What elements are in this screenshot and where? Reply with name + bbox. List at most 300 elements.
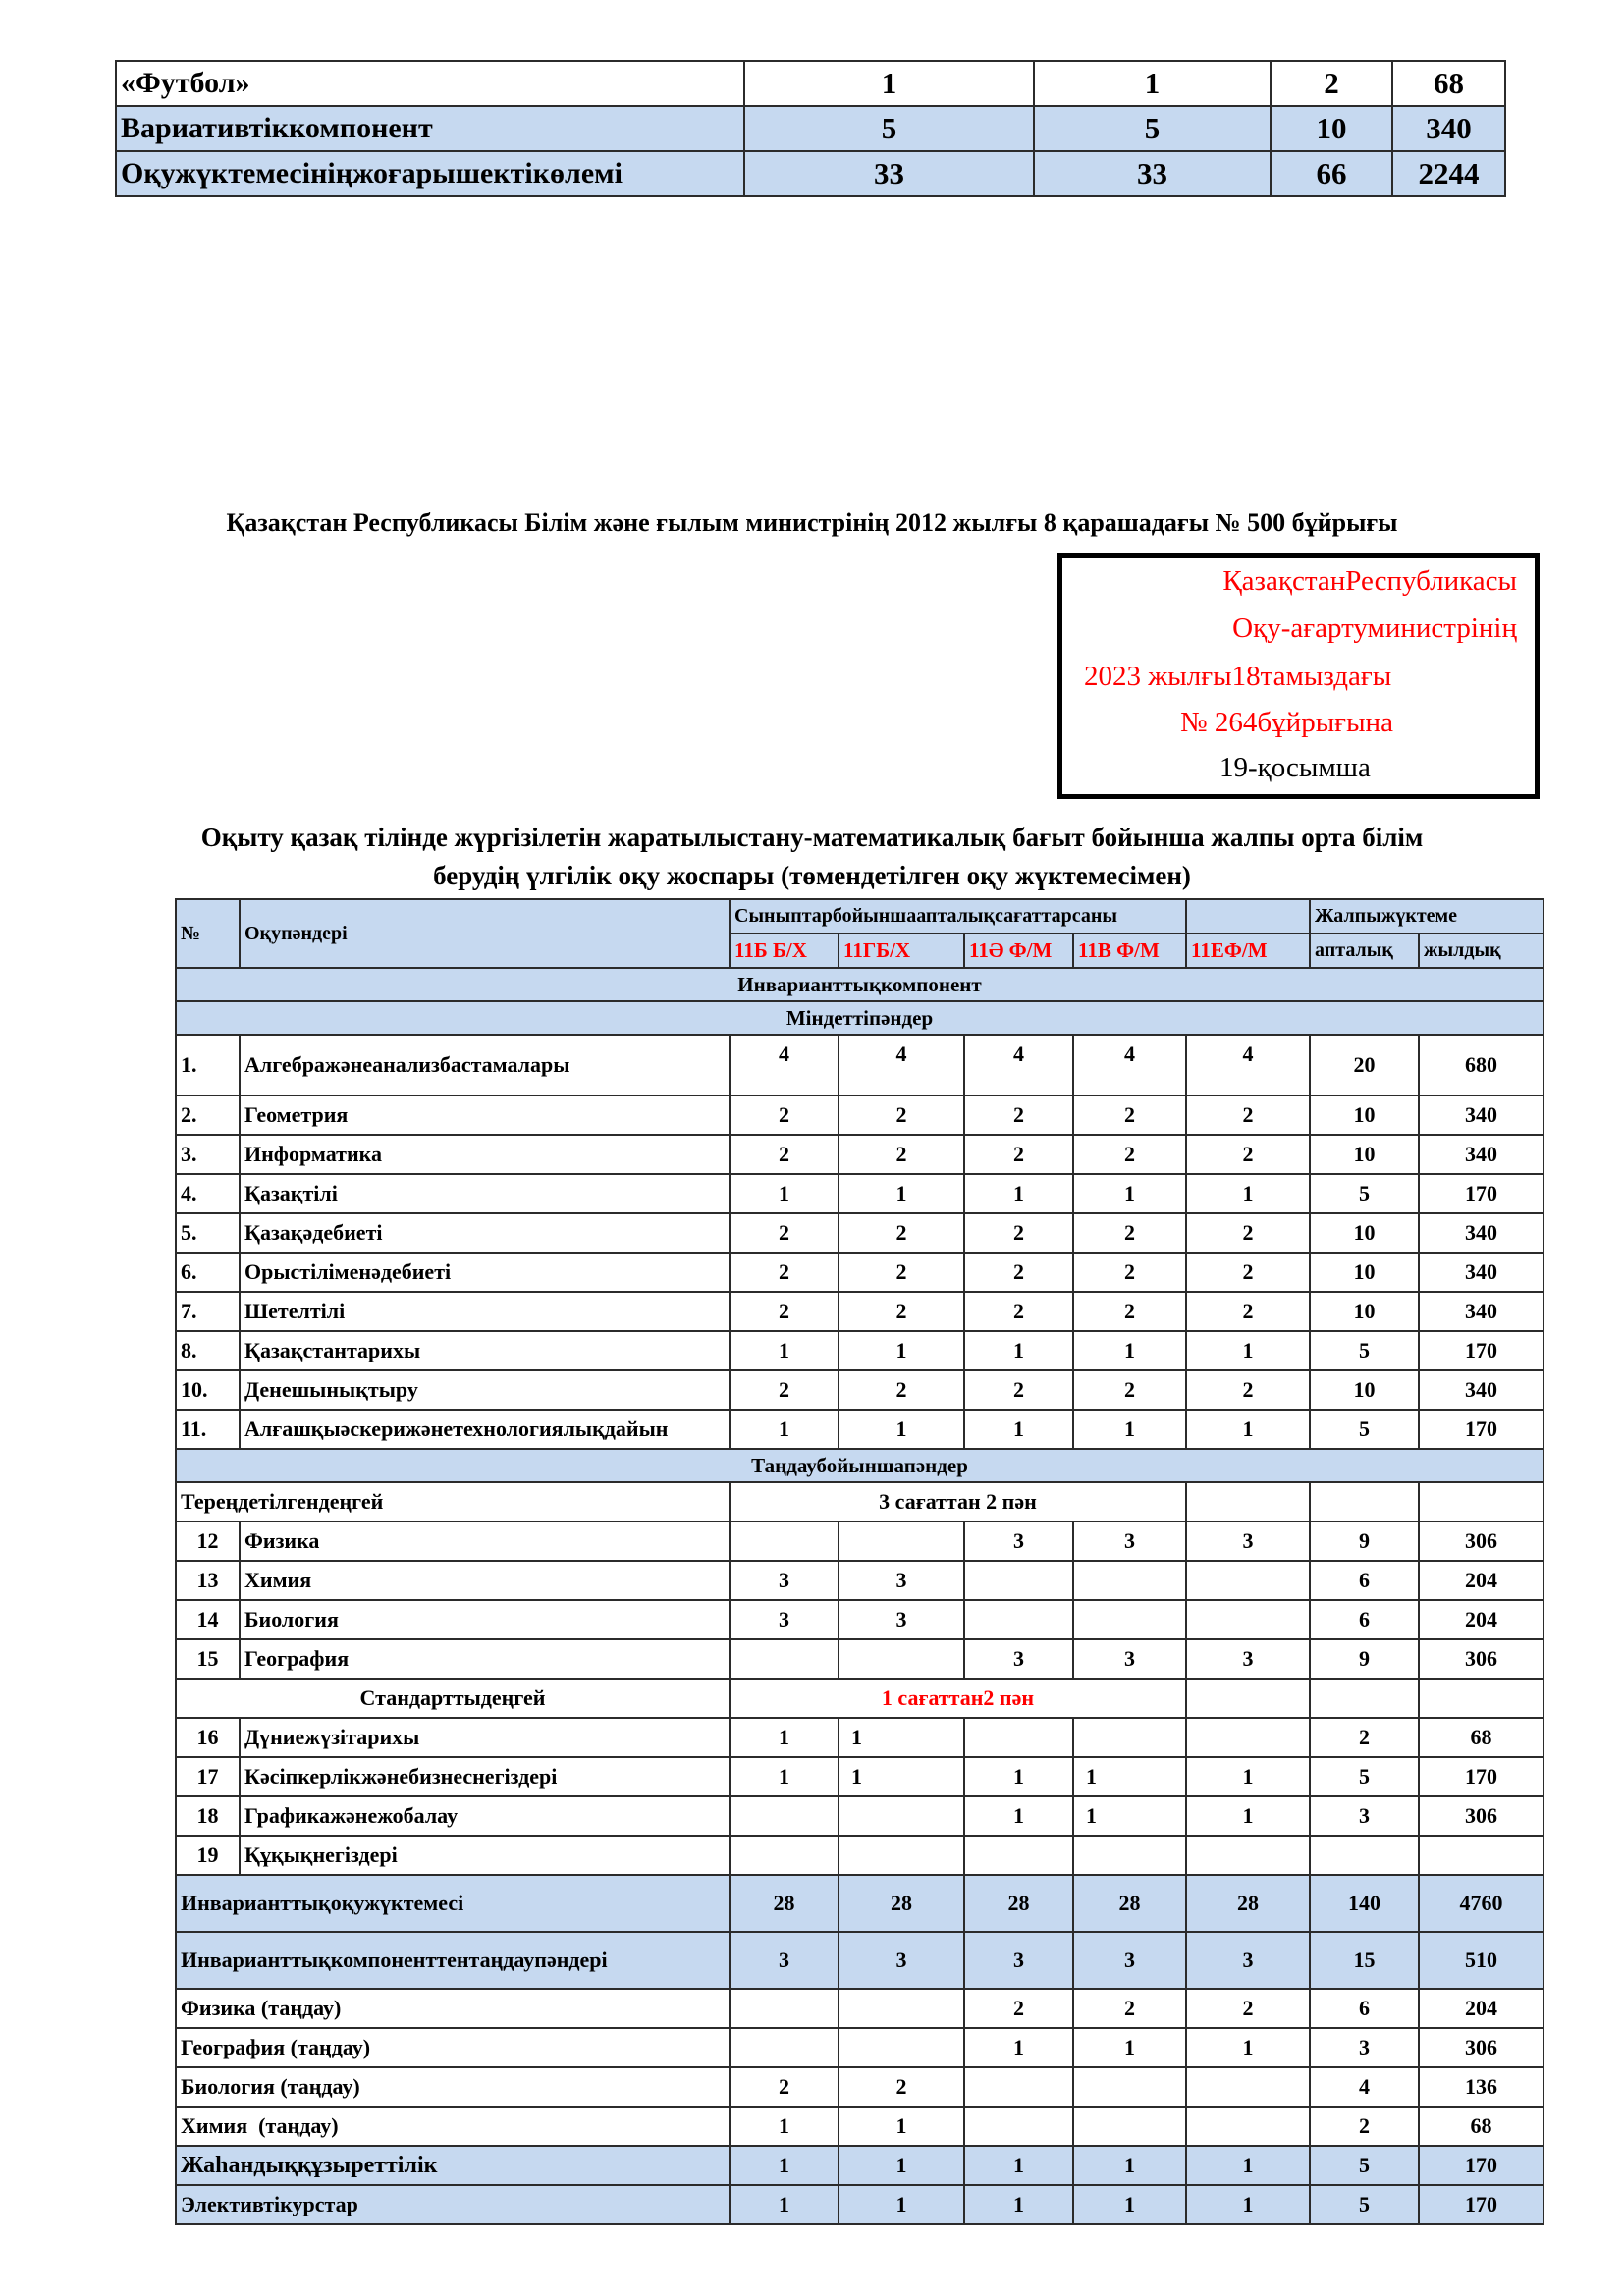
row-num: 16: [176, 1718, 240, 1757]
column-header-subjects: Оқупәндері: [240, 899, 730, 968]
cell: 1: [839, 1174, 964, 1213]
weekly-cell: [1310, 1836, 1419, 1875]
subject-name: Шетелтілі: [240, 1292, 730, 1331]
yearly-cell: 4760: [1419, 1875, 1543, 1932]
cell: [1073, 1836, 1186, 1875]
cell: 28: [730, 1875, 839, 1932]
header-row: [176, 899, 1543, 934]
footer-row: [176, 2185, 1543, 2224]
cell: [1186, 2067, 1310, 2107]
row-num: 8.: [176, 1331, 240, 1370]
cell: 1: [964, 1174, 1073, 1213]
cell: 1: [730, 1331, 839, 1370]
yearly-cell: 170: [1419, 2185, 1543, 2224]
cell: 4: [1186, 1035, 1310, 1095]
footer-label: Жаһандыққұзыреттілік: [176, 2146, 730, 2185]
cell: 1: [730, 2107, 839, 2146]
cell: 2: [1186, 1292, 1310, 1331]
cell: 1: [1073, 2028, 1186, 2067]
subject-name: Графикажәнежобалау: [240, 1796, 730, 1836]
cell: [1073, 2107, 1186, 2146]
curriculum-table: [175, 898, 1544, 2225]
cell: 3: [839, 1600, 964, 1639]
cell: 1: [839, 2185, 964, 2224]
row-num: 7.: [176, 1292, 240, 1331]
cell: 1: [1034, 61, 1271, 106]
cell: 1: [1073, 1757, 1186, 1796]
cell: 2: [1186, 1213, 1310, 1253]
weekly-cell: 5: [1310, 1410, 1419, 1449]
cell: [839, 2028, 964, 2067]
cell: 2244: [1392, 151, 1505, 196]
table-row: [176, 1718, 1543, 1757]
weekly-cell: 10: [1310, 1253, 1419, 1292]
cell: 4: [839, 1035, 964, 1095]
yearly-cell: [1419, 1836, 1543, 1875]
cell: [1073, 1600, 1186, 1639]
annotation-line-1: ҚазақстанРеспубликасы: [1222, 565, 1517, 597]
cell: [839, 1796, 964, 1836]
cell: [964, 1561, 1073, 1600]
choice-label: География (таңдау): [176, 2028, 730, 2067]
weekly-cell: 5: [1310, 2185, 1419, 2224]
cell: 1: [1186, 1757, 1310, 1796]
annotation-line-4: № 264бұйрығына: [1180, 707, 1393, 738]
cell: [839, 1836, 964, 1875]
row-num: 1.: [176, 1035, 240, 1095]
cell: 2: [1073, 1135, 1186, 1174]
subject-name: Алғашқыәскерижәнетехнологиялықдайын: [240, 1410, 730, 1449]
cell: 1: [839, 1757, 964, 1796]
cell: 1: [964, 2028, 1073, 2067]
weekly-cell: 5: [1310, 1757, 1419, 1796]
table-row: [176, 1035, 1543, 1095]
cell: 66: [1271, 151, 1392, 196]
subject-name: Дүниежүзітарихы: [240, 1718, 730, 1757]
annotation-line-3: 2023 жылғы18тамыздағы: [1084, 661, 1392, 692]
cell: 3: [730, 1600, 839, 1639]
cell: 2: [964, 1095, 1073, 1135]
yearly-cell: 340: [1419, 1135, 1543, 1174]
yearly-cell: 306: [1419, 1796, 1543, 1836]
cell: 1: [730, 2185, 839, 2224]
table-row: [116, 151, 1505, 196]
standard-level-label: Стандарттыдеңгей: [176, 1679, 730, 1718]
subject-name: Денешынықтыру: [240, 1370, 730, 1410]
weekly-cell: 6: [1310, 1989, 1419, 2028]
cell: 1: [839, 1410, 964, 1449]
total-label: Инварианттықоқужүктемесі: [176, 1875, 730, 1932]
yearly-cell: 170: [1419, 1331, 1543, 1370]
weekly-cell: 2: [1310, 2107, 1419, 2146]
cell: 3: [964, 1932, 1073, 1989]
cell: 3: [1073, 1522, 1186, 1561]
cell: 28: [1186, 1875, 1310, 1932]
total-row: [176, 1932, 1543, 1989]
class-header: 11ЕФ/М: [1186, 934, 1310, 968]
cell: 3: [964, 1522, 1073, 1561]
yearly-cell: 68: [1419, 1718, 1543, 1757]
subject-name: Алгебражәнеанализбастамалары: [240, 1035, 730, 1095]
cell: [1073, 1561, 1186, 1600]
cell: [1073, 2067, 1186, 2107]
cell: 33: [744, 151, 1034, 196]
cell: 4: [964, 1035, 1073, 1095]
row-num: 3.: [176, 1135, 240, 1174]
choice-label: Физика (таңдау): [176, 1989, 730, 2028]
cell: 28: [839, 1875, 964, 1932]
cell: [1419, 1482, 1543, 1522]
cell: [1310, 1482, 1419, 1522]
table-row: [176, 1522, 1543, 1561]
page-title-line-2: берудің үлгілік оқу жоспары (төмендетілген оқу жүктемесімен): [433, 861, 1191, 890]
total-label: Инварианттықкомпоненттентаңдаупәндері: [176, 1932, 730, 1989]
cell: 2: [839, 2067, 964, 2107]
cell: 1: [1073, 1410, 1186, 1449]
weekly-cell: 6: [1310, 1600, 1419, 1639]
cell: [1186, 1482, 1310, 1522]
cell: 1: [1073, 2146, 1186, 2185]
advanced-level-label: Тереңдетілгендеңгей: [176, 1482, 730, 1522]
row-label: Оқужүктемесініңжоғарышектікөлемі: [116, 151, 744, 196]
table-row: [176, 1095, 1543, 1135]
weekly-cell: 5: [1310, 1174, 1419, 1213]
cell: [964, 1600, 1073, 1639]
cell: 2: [1073, 1292, 1186, 1331]
cell: 1: [730, 2146, 839, 2185]
cell: [730, 1836, 839, 1875]
row-num: 10.: [176, 1370, 240, 1410]
cell: 1: [1186, 2146, 1310, 2185]
yearly-cell: 170: [1419, 1410, 1543, 1449]
cell: 1: [1073, 1331, 1186, 1370]
table-row: [116, 61, 1505, 106]
yearly-cell: 340: [1419, 1253, 1543, 1292]
table-row: [176, 1757, 1543, 1796]
weekly-cell: 5: [1310, 1331, 1419, 1370]
weekly-cell: 15: [1310, 1932, 1419, 1989]
section-invariant: Инварианттықкомпонент: [176, 968, 1543, 1001]
column-header-num: №: [176, 899, 240, 968]
row-num: 14: [176, 1600, 240, 1639]
cell: 2: [839, 1370, 964, 1410]
cell: 340: [1392, 106, 1505, 151]
yearly-cell: 510: [1419, 1932, 1543, 1989]
yearly-cell: 306: [1419, 1639, 1543, 1679]
yearly-cell: 340: [1419, 1370, 1543, 1410]
page-title-line-1: Оқыту қазақ тілінде жүргізілетін жаратылыстану-математикалық бағыт бойынша жалпы орта білім: [200, 823, 1424, 852]
cell: [964, 1836, 1073, 1875]
cell: 1: [1186, 1174, 1310, 1213]
section-row: [176, 968, 1543, 1001]
subject-name: Құқықнегіздері: [240, 1836, 730, 1875]
cell: 10: [1271, 106, 1392, 151]
footer-row: [176, 2146, 1543, 2185]
weekly-cell: 10: [1310, 1213, 1419, 1253]
weekly-cell: 9: [1310, 1639, 1419, 1679]
section-elective: Таңдаубойыншапәндер: [176, 1449, 1543, 1482]
row-num: 19: [176, 1836, 240, 1875]
weekly-cell: 10: [1310, 1370, 1419, 1410]
cell: [1419, 1679, 1543, 1718]
yearly-cell: 136: [1419, 2067, 1543, 2107]
cell: [1186, 2107, 1310, 2146]
table-row: [176, 1836, 1543, 1875]
cell: 2: [964, 1292, 1073, 1331]
cell: 2: [839, 1135, 964, 1174]
cell: 1: [839, 2107, 964, 2146]
cell: 2: [1073, 1213, 1186, 1253]
cell: 2: [730, 1135, 839, 1174]
row-num: 12: [176, 1522, 240, 1561]
level-row: [176, 1679, 1543, 1718]
cell: 1: [839, 2146, 964, 2185]
row-num: 13: [176, 1561, 240, 1600]
cell: [1186, 1836, 1310, 1875]
table-row: [176, 2067, 1543, 2107]
cell: 3: [730, 1932, 839, 1989]
yearly-cell: 306: [1419, 1522, 1543, 1561]
cell: 1: [744, 61, 1034, 106]
cell: 3: [1186, 1932, 1310, 1989]
cell: 3: [1073, 1932, 1186, 1989]
cell: 1: [964, 2185, 1073, 2224]
class-header: 11В Ф/М: [1073, 934, 1186, 968]
cell: 1: [839, 1718, 964, 1757]
subject-name: Кәсіпкерлікжәнебизнеснегіздері: [240, 1757, 730, 1796]
cell: [964, 2067, 1073, 2107]
cell: 2: [1186, 1370, 1310, 1410]
cell: 28: [1073, 1875, 1186, 1932]
level-row: [176, 1482, 1543, 1522]
cell: [839, 1522, 964, 1561]
yearly-cell: 204: [1419, 1561, 1543, 1600]
cell: 2: [730, 1253, 839, 1292]
choice-label: Биология (таңдау): [176, 2067, 730, 2107]
cell: 2: [839, 1292, 964, 1331]
yearly-cell: 204: [1419, 1989, 1543, 2028]
cell: 68: [1392, 61, 1505, 106]
yearly-cell: 340: [1419, 1095, 1543, 1135]
subject-name: Қазақәдебиеті: [240, 1213, 730, 1253]
weekly-cell: 6: [1310, 1561, 1419, 1600]
cell: 1: [1073, 1174, 1186, 1213]
cell: 1: [1186, 2028, 1310, 2067]
cell: 2: [730, 1213, 839, 1253]
table-row: [176, 1292, 1543, 1331]
cell: 1: [1186, 2185, 1310, 2224]
yearly-cell: 306: [1419, 2028, 1543, 2067]
table-row: [176, 1331, 1543, 1370]
section-row: [176, 1001, 1543, 1035]
cell: 2: [964, 1370, 1073, 1410]
cell: 3: [839, 1561, 964, 1600]
subject-name: География: [240, 1639, 730, 1679]
standard-level-note: 1 сағаттан2 пән: [730, 1679, 1186, 1718]
cell: 2: [1186, 1253, 1310, 1292]
cell: 1: [1186, 1331, 1310, 1370]
cell: 1: [1073, 2185, 1186, 2224]
section-row: [176, 1449, 1543, 1482]
row-num: 5.: [176, 1213, 240, 1253]
cell: 1: [1186, 1796, 1310, 1836]
table-row: [176, 1135, 1543, 1174]
weekly-cell: 10: [1310, 1135, 1419, 1174]
weekly-cell: 10: [1310, 1292, 1419, 1331]
subject-name: Геометрия: [240, 1095, 730, 1135]
cell: 1: [730, 1174, 839, 1213]
cell: [730, 2028, 839, 2067]
cell: 2: [964, 1213, 1073, 1253]
subject-name: Орыстіліменәдебиеті: [240, 1253, 730, 1292]
weekly-cell: 20: [1310, 1035, 1419, 1095]
order-title: Қазақстан Республикасы Білім және ғылым министрінің 2012 жылғы 8 қарашадағы № 500 бұйрығы: [226, 508, 1398, 537]
cell: [1186, 1679, 1310, 1718]
total-row: [176, 1875, 1543, 1932]
cell: 2: [730, 1095, 839, 1135]
table-row: [176, 1639, 1543, 1679]
row-num: 6.: [176, 1253, 240, 1292]
cell: 1: [839, 1331, 964, 1370]
cell: 1: [964, 1796, 1073, 1836]
advanced-level-note: 3 сағаттан 2 пән: [730, 1482, 1186, 1522]
cell: 1: [730, 1718, 839, 1757]
cell: 1: [964, 1331, 1073, 1370]
cell: 1: [730, 1757, 839, 1796]
cell: 2: [1271, 61, 1392, 106]
top-summary-table: [115, 60, 1506, 197]
subject-name: Физика: [240, 1522, 730, 1561]
column-header-weekly: апталық: [1310, 934, 1419, 968]
cell: 2: [964, 1989, 1073, 2028]
row-num: 15: [176, 1639, 240, 1679]
cell: 1: [730, 1410, 839, 1449]
cell: 33: [1034, 151, 1271, 196]
weekly-cell: 4: [1310, 2067, 1419, 2107]
cell: 2: [1186, 1989, 1310, 2028]
cell: 3: [730, 1561, 839, 1600]
cell: 2: [839, 1253, 964, 1292]
table-row: [176, 1213, 1543, 1253]
weekly-cell: 10: [1310, 1095, 1419, 1135]
cell: 1: [964, 1757, 1073, 1796]
annotation-line-2: Оқу-ағартуминистрінің: [1232, 613, 1517, 644]
footer-label: Элективтікурстар: [176, 2185, 730, 2224]
row-label: Вариативтіккомпонент: [116, 106, 744, 151]
cell: 2: [964, 1135, 1073, 1174]
cell: 4: [1073, 1035, 1186, 1095]
cell: 1: [1186, 1410, 1310, 1449]
choice-label: Химия (таңдау): [176, 2107, 730, 2146]
class-header: 11Ә Ф/М: [964, 934, 1073, 968]
weekly-cell: 3: [1310, 2028, 1419, 2067]
row-num: 2.: [176, 1095, 240, 1135]
cell: 2: [1073, 1370, 1186, 1410]
cell: [1186, 1561, 1310, 1600]
column-header-yearly: жылдық: [1419, 934, 1543, 968]
cell: 3: [1073, 1639, 1186, 1679]
table-row: [176, 1174, 1543, 1213]
cell: 2: [1186, 1135, 1310, 1174]
class-header: 11ГБ/Х: [839, 934, 964, 968]
cell: [730, 1522, 839, 1561]
table-row: [176, 1410, 1543, 1449]
cell: 3: [839, 1932, 964, 1989]
table-row: [116, 106, 1505, 151]
cell: 2: [964, 1253, 1073, 1292]
cell: [1186, 1718, 1310, 1757]
weekly-cell: 2: [1310, 1718, 1419, 1757]
cell: 1: [964, 2146, 1073, 2185]
cell: 3: [1186, 1639, 1310, 1679]
cell: 2: [1073, 1095, 1186, 1135]
weekly-cell: 3: [1310, 1796, 1419, 1836]
cell: 5: [1034, 106, 1271, 151]
yearly-cell: 204: [1419, 1600, 1543, 1639]
cell: 1: [964, 1410, 1073, 1449]
yearly-cell: 340: [1419, 1213, 1543, 1253]
cell: [730, 1639, 839, 1679]
cell: 4: [730, 1035, 839, 1095]
column-header-class-hours: Сыныптарбойыншаапталықсағаттарсаны: [730, 899, 1186, 934]
table-row: [176, 2107, 1543, 2146]
cell: [839, 1639, 964, 1679]
yearly-cell: 170: [1419, 1174, 1543, 1213]
table-row: [176, 1253, 1543, 1292]
subject-name: Биология: [240, 1600, 730, 1639]
cell: [1186, 1600, 1310, 1639]
annotation-line-5: 19-қосымша: [1219, 752, 1371, 783]
weekly-cell: 9: [1310, 1522, 1419, 1561]
row-num: 18: [176, 1796, 240, 1836]
cell: 2: [1073, 1989, 1186, 2028]
row-num: 17: [176, 1757, 240, 1796]
row-num: 11.: [176, 1410, 240, 1449]
cell: [1310, 1679, 1419, 1718]
row-label: «Футбол»: [116, 61, 744, 106]
subject-name: Қазақтілі: [240, 1174, 730, 1213]
class-header: 11Б Б/Х: [730, 934, 839, 968]
cell: 2: [1186, 1095, 1310, 1135]
cell: [1073, 1718, 1186, 1757]
yearly-cell: 170: [1419, 2146, 1543, 2185]
weekly-cell: 5: [1310, 2146, 1419, 2185]
cell: 2: [1073, 1253, 1186, 1292]
cell: 2: [730, 1370, 839, 1410]
cell: [964, 2107, 1073, 2146]
cell: 2: [730, 2067, 839, 2107]
cell: 28: [964, 1875, 1073, 1932]
table-row: [176, 1561, 1543, 1600]
annotation-box: [1057, 553, 1540, 799]
yearly-cell: 68: [1419, 2107, 1543, 2146]
cell: [839, 1989, 964, 2028]
cell: [730, 1989, 839, 2028]
subject-name: Химия: [240, 1561, 730, 1600]
table-row: [176, 2028, 1543, 2067]
header-empty: [1186, 899, 1310, 934]
table-row: [176, 1370, 1543, 1410]
yearly-cell: 340: [1419, 1292, 1543, 1331]
cell: 3: [1186, 1522, 1310, 1561]
cell: 1: [1073, 1796, 1186, 1836]
yearly-cell: 170: [1419, 1757, 1543, 1796]
cell: 3: [964, 1639, 1073, 1679]
cell: [730, 1796, 839, 1836]
cell: [964, 1718, 1073, 1757]
row-num: 4.: [176, 1174, 240, 1213]
cell: 5: [744, 106, 1034, 151]
